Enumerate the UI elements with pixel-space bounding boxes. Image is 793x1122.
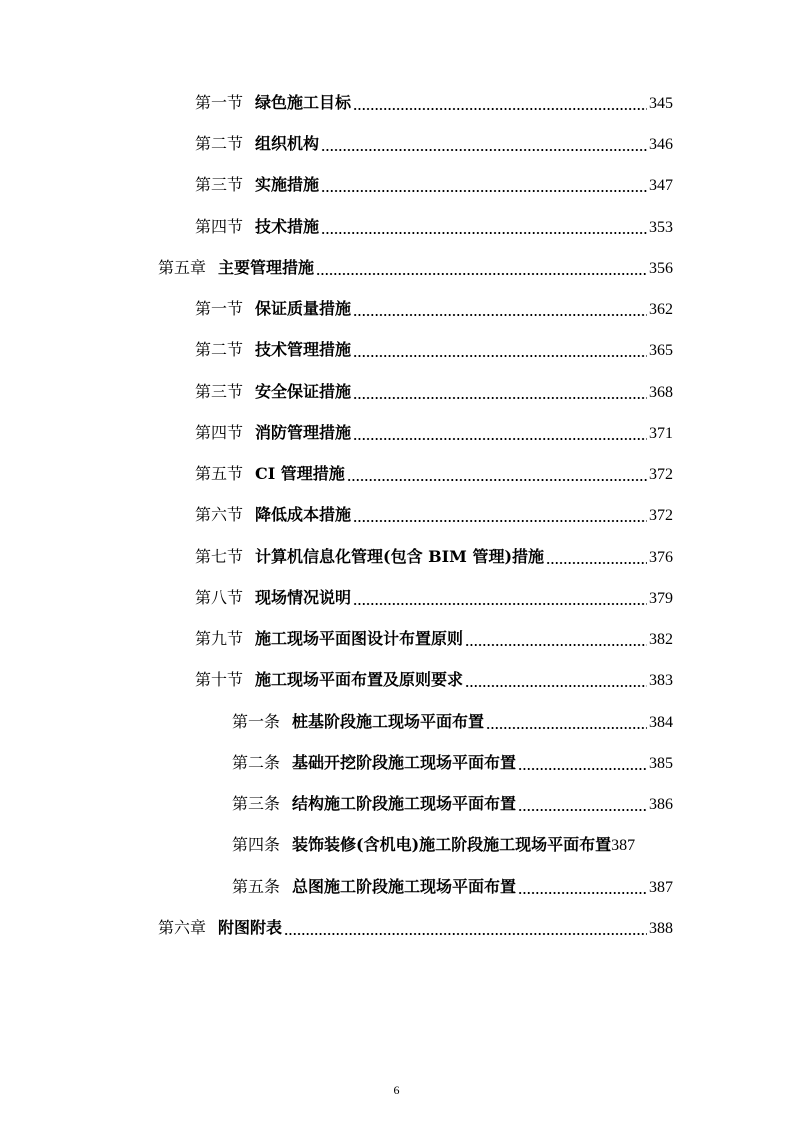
- toc-page-number: 386: [649, 796, 673, 813]
- toc-number: 第九节: [195, 629, 244, 648]
- toc-entry[interactable]: [195, 668, 673, 692]
- toc-number: 第六章: [158, 918, 207, 937]
- toc-number: 第二条: [232, 753, 281, 772]
- toc-title: 现场情况说明: [255, 588, 352, 607]
- toc-leader-dots: [518, 892, 647, 894]
- toc-number: 第三节: [195, 382, 244, 401]
- toc-leader-dots: [518, 768, 647, 770]
- toc-entry-chapter[interactable]: [158, 256, 673, 280]
- toc-page-number: 345: [649, 95, 673, 112]
- toc-number: 第三节: [195, 175, 244, 194]
- toc-number: 第七节: [195, 547, 244, 566]
- toc-page-number: 346: [649, 136, 673, 153]
- toc-title: 主要管理措施: [218, 258, 315, 277]
- toc-number: 第五节: [195, 464, 244, 483]
- toc-number: 第一节: [195, 93, 244, 112]
- toc-title: 施工现场平面布置及原则要求: [255, 670, 464, 689]
- toc-title: CI 管理措施: [255, 464, 345, 483]
- toc-page-number: 388: [649, 920, 673, 937]
- toc-page-number: 383: [649, 672, 673, 689]
- toc-page-number: 384: [649, 714, 673, 731]
- toc-leader-dots: [284, 933, 647, 935]
- toc-entry[interactable]: [195, 421, 673, 445]
- toc-page-number: 387: [611, 837, 636, 854]
- toc-entry[interactable]: [195, 297, 673, 321]
- toc-page-number: 368: [649, 384, 673, 401]
- toc-page-number: 362: [649, 301, 673, 318]
- toc-page-number: 356: [649, 260, 673, 277]
- toc-entry[interactable]: [195, 338, 673, 362]
- toc-leader-dots: [518, 809, 647, 811]
- toc-page-number: 347: [649, 177, 673, 194]
- toc-number: 第四条: [232, 835, 281, 854]
- toc-number: 第四节: [195, 423, 244, 442]
- toc-entry[interactable]: [195, 215, 673, 239]
- toc-leader-dots: [321, 149, 647, 151]
- toc-leader-dots: [465, 644, 647, 646]
- toc-title: 绿色施工目标: [255, 93, 352, 112]
- toc-page-number: 385: [649, 755, 673, 772]
- toc-leader-dots: [321, 232, 647, 234]
- toc-entry[interactable]: [195, 462, 673, 486]
- toc-number: 第一条: [232, 712, 281, 731]
- toc-entry-article[interactable]: [232, 710, 673, 734]
- toc-title: 计算机信息化管理(包含 BIM 管理)措施: [255, 547, 545, 566]
- toc-title: 装饰装修(含机电)施工阶段施工现场平面布置: [292, 835, 612, 854]
- toc-leader-dots: [465, 685, 647, 687]
- toc-number: 第一节: [195, 299, 244, 318]
- toc-title: 安全保证措施: [255, 382, 352, 401]
- toc-page-number: 372: [649, 507, 673, 524]
- toc-entry[interactable]: [195, 132, 673, 156]
- page-footer-number: 6: [393, 1083, 400, 1097]
- toc-number: 第三条: [232, 794, 281, 813]
- toc-leader-dots: [353, 520, 647, 522]
- toc-entry[interactable]: [195, 91, 673, 115]
- toc-page-number: 382: [649, 631, 673, 648]
- toc-page-number: 376: [649, 549, 673, 566]
- toc-leader-dots: [316, 273, 647, 275]
- toc-leader-dots: [353, 603, 647, 605]
- toc-entry[interactable]: [195, 545, 673, 569]
- toc-entry[interactable]: [195, 173, 673, 197]
- toc-number: 第五条: [232, 877, 281, 896]
- toc-entry-article[interactable]: [232, 792, 673, 816]
- toc-leader-dots: [546, 562, 647, 564]
- toc-number: 第十节: [195, 670, 244, 689]
- toc-number: 第二节: [195, 134, 244, 153]
- toc-leader-dots: [353, 397, 647, 399]
- toc-number: 第二节: [195, 340, 244, 359]
- toc-leader-dots: [353, 355, 647, 357]
- toc-title: 基础开挖阶段施工现场平面布置: [292, 753, 517, 772]
- toc-title: 结构施工阶段施工现场平面布置: [292, 794, 517, 813]
- toc-leader-dots: [347, 479, 647, 481]
- toc-title: 附图附表: [218, 918, 283, 937]
- toc-page-number: 371: [649, 425, 673, 442]
- toc-title: 桩基阶段施工现场平面布置: [292, 712, 485, 731]
- toc-title: 技术管理措施: [255, 340, 352, 359]
- toc-entry[interactable]: [195, 380, 673, 404]
- toc-number: 第六节: [195, 505, 244, 524]
- toc-title: 实施措施: [255, 175, 320, 194]
- toc-title: 组织机构: [255, 134, 320, 153]
- toc-leader-dots: [486, 727, 647, 729]
- toc-leader-dots: [353, 314, 647, 316]
- toc-number: 第四节: [195, 217, 244, 236]
- toc-entry-article[interactable]: [232, 751, 673, 775]
- toc-entry[interactable]: [195, 627, 673, 651]
- toc-page-number: 365: [649, 342, 673, 359]
- toc-title: 施工现场平面图设计布置原则: [255, 629, 464, 648]
- toc-entry-chapter[interactable]: [158, 916, 673, 940]
- toc-title: 消防管理措施: [255, 423, 352, 442]
- toc-number: 第八节: [195, 588, 244, 607]
- toc-title: 保证质量措施: [255, 299, 352, 318]
- toc-page-number: 372: [649, 466, 673, 483]
- toc-title: 降低成本措施: [255, 505, 352, 524]
- toc-entry[interactable]: [195, 503, 673, 527]
- toc-entry-article[interactable]: [232, 833, 692, 857]
- toc-page-number: 379: [649, 590, 673, 607]
- toc-entry[interactable]: [195, 586, 673, 610]
- toc-leader-dots: [353, 438, 647, 440]
- toc-number: 第五章: [158, 258, 207, 277]
- toc-title: 技术措施: [255, 217, 320, 236]
- toc-page-number: 387: [649, 879, 673, 896]
- toc-leader-dots: [321, 190, 647, 192]
- toc-entry-article[interactable]: [232, 875, 673, 899]
- toc-page-number: 353: [649, 219, 673, 236]
- toc-title: 总图施工阶段施工现场平面布置: [292, 877, 517, 896]
- toc-leader-dots: [353, 108, 647, 110]
